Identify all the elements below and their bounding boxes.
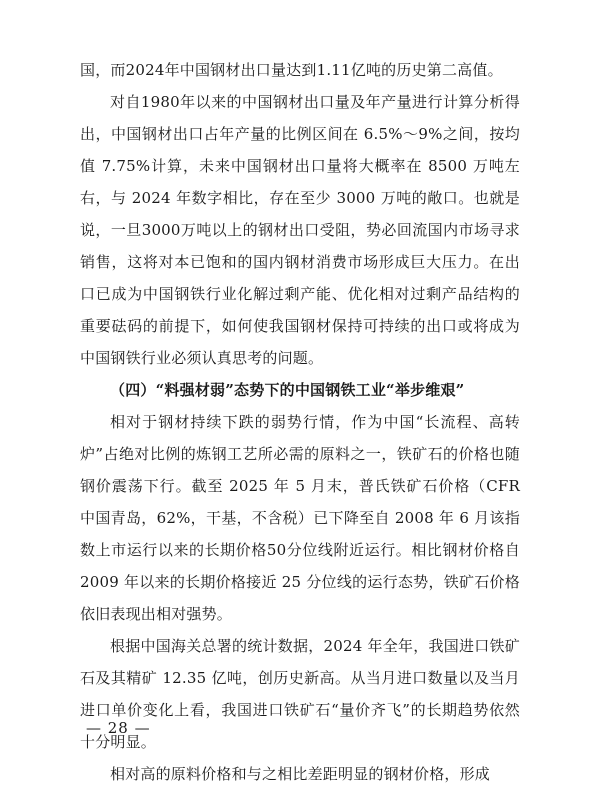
paragraph-export-peak: 国，而2024年中国钢材出口量达到1.11亿吨的历史第二高值。: [80, 61, 503, 79]
section-heading: （四）“料强材弱”态势下的中国钢铁工业“举步维艰”: [110, 381, 465, 399]
paragraph-iron-ore-price: 相对于钢材持续下跌的弱势行情，作为中国“长流程、高转炉”占绝对比例的炼钢工艺所必需的原料之一，铁矿石的价格也随钢价震荡下行。截至 2025 年 5 月末，普氏铁矿石价格（CFR 中国青岛，62%，干基，不含税）已下降至自 2008 年 6 月该指数上市运行以来的长期价格50分位线附近运行。相比钢材价格自 2009 年以来的长期价格接近 25 分位线的运行态势，铁矿石价格依旧表现出相对强势。: [80, 413, 520, 623]
paragraph-price-gap: 相对高的原料价格和与之相比差距明显的钢材价格，形成: [110, 765, 491, 783]
paragraph-export-ratio-analysis: 对自1980年以来的中国钢材出口量及年产量进行计算分析得出，中国钢材出口占年产量的比例区间在 6.5%～9%之间，按均值 7.75%计算，未来中国钢材出口量将大概率在 8500 万吨左右，与 2024 年数字相比，存在至少 3000 万吨的敞口。也就是说，一旦3000万吨以上的钢材出口受阻，势必回流国内市场寻求销售，这将对本已饱和的国内钢材消费市场形成巨大压力。在出口已成为中国钢铁行业化解过剩产能、优化相对过剩产品结构的重要砝码的前提下，如何使我国钢材保持可持续的出口或将成为中国钢铁行业必须认真思考的问题。: [80, 93, 520, 367]
page-number: — 28 —: [86, 719, 151, 737]
document-body: [80, 54, 520, 790]
paragraph-customs-statistics: 根据中国海关总署的统计数据，2024 年全年，我国进口铁矿石及其精矿 12.35 亿吨，创历史新高。从当月进口数量以及当月进口单价变化上看，我国进口铁矿石“量价齐飞”的长期趋势依然十分明显。: [80, 637, 520, 751]
